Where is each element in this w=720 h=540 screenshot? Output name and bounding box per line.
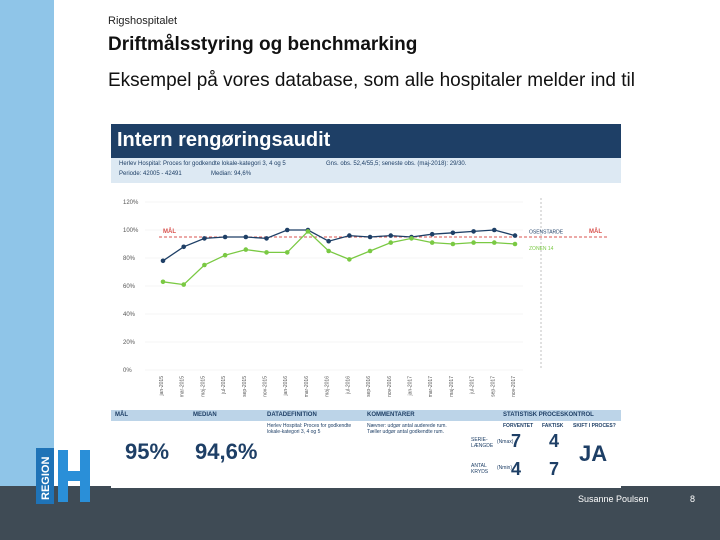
data-point	[430, 240, 435, 245]
svg-text:REGION: REGION	[40, 456, 52, 500]
x-tick-label: sep-2016	[366, 376, 373, 397]
x-tick-label: jan-2017	[407, 376, 414, 396]
spc-actual-value: 4	[549, 431, 560, 451]
x-tick-label: jan-2016	[283, 376, 290, 396]
data-point	[492, 240, 497, 245]
line-chart	[111, 184, 621, 410]
data-point	[471, 240, 476, 245]
x-tick-label: nov-2016	[386, 376, 393, 397]
spc-row-label: ANTAL KRYDS	[471, 463, 489, 475]
meta-line: Herlev Hospital: Proces for godkendte lokale-kategori 3, 4 og 5	[119, 161, 286, 167]
series-line	[163, 230, 515, 261]
footer-author: Susanne Poulsen	[578, 494, 649, 504]
data-point	[285, 228, 290, 233]
meta-line: Periode: 42005 - 42491	[119, 171, 182, 177]
y-tick-label: 20%	[123, 340, 136, 346]
median-value: 94,6%	[195, 439, 258, 464]
data-point	[244, 247, 249, 252]
data-point	[202, 263, 207, 268]
y-tick-label: 60%	[123, 284, 136, 290]
data-point	[388, 233, 393, 238]
x-tick-label: maj-2015	[200, 376, 207, 397]
report-header	[111, 124, 621, 158]
spc-row-label: SERIE-LÆNGDE	[471, 437, 494, 449]
y-tick-label: 100%	[123, 228, 139, 234]
y-tick-label: 80%	[123, 256, 136, 262]
table-header-cell: DATADEFINITION	[267, 412, 317, 418]
spc-expected-value: 4	[511, 459, 522, 479]
report-meta	[111, 158, 621, 183]
page-number: 8	[690, 494, 696, 504]
data-point	[161, 280, 166, 285]
data-point	[388, 240, 393, 245]
data-point	[161, 259, 166, 264]
comment-text: Nævner: udgør antal auderede rum. Tæller udgør antal godkendte rum.	[367, 423, 447, 435]
y-tick-label: 120%	[123, 200, 139, 206]
y-tick-label: 40%	[123, 312, 136, 318]
data-point	[430, 232, 435, 237]
x-tick-label: maj-2016	[324, 376, 331, 397]
slide-subtitle: Eksempel på vores database, som alle hospitaler melder ind til	[108, 70, 635, 91]
spc-row-axis: (Nmin)	[497, 465, 512, 471]
data-point	[492, 228, 497, 233]
target-label: MÅL	[163, 229, 176, 235]
region-logo	[36, 448, 92, 504]
data-point	[223, 253, 228, 258]
organization-name: Rigshospitalet	[108, 15, 178, 27]
x-tick-label: sep-2017	[490, 376, 497, 397]
data-point	[513, 242, 518, 247]
series-label: ZONEN 14	[529, 246, 554, 252]
data-point	[306, 229, 311, 234]
data-point	[368, 235, 373, 240]
x-tick-label: jan-2015	[159, 376, 165, 396]
embedded-report	[111, 124, 621, 488]
spc-row-axis: (Nmax)	[497, 439, 514, 445]
data-point	[285, 250, 290, 255]
data-point	[409, 236, 414, 241]
spc-actual-value: 7	[549, 459, 560, 479]
data-point	[326, 249, 331, 254]
data-point	[471, 229, 476, 234]
data-point	[513, 233, 518, 238]
spc-result: JA	[579, 441, 608, 466]
data-point	[264, 250, 269, 255]
definition-text: Herlev Hospital: Proces for godkendte lokale-kategori 3, 4 og 5	[267, 423, 352, 435]
table-header-cell: STATISTISK PROCESKONTROL	[503, 412, 594, 418]
table-body	[111, 421, 621, 488]
table-header	[111, 410, 621, 421]
x-tick-label: nov-2017	[511, 376, 517, 397]
data-point	[202, 236, 207, 241]
meta-line: Gns. obs. 52,4/55,5; seneste obs. (maj-2018): 29/30.	[326, 161, 467, 167]
x-tick-label: nov-2015	[262, 376, 269, 397]
data-point	[347, 233, 352, 238]
data-point	[326, 239, 331, 244]
x-tick-label: mar-2016	[303, 376, 310, 398]
meta-line: Median: 94,6%	[211, 171, 252, 177]
target-label: MÅL	[589, 229, 602, 235]
data-point	[451, 231, 456, 236]
spc-expected-value: 7	[511, 431, 522, 451]
x-tick-label: jul-2016	[345, 376, 352, 394]
data-point	[264, 236, 269, 241]
table-header-cell: MÅL	[115, 412, 128, 418]
x-tick-label: maj-2017	[448, 376, 455, 397]
data-point	[244, 235, 249, 240]
data-point	[181, 282, 186, 287]
spc-shift-header: SKIFT I PROCES?	[573, 423, 616, 429]
series-label: OSENSTARDE	[529, 229, 564, 236]
data-point	[451, 242, 456, 247]
x-tick-label: sep-2015	[241, 376, 248, 397]
report-title: Intern rengøringsaudit	[117, 129, 331, 151]
x-tick-label: mar-2017	[428, 376, 435, 398]
table-header-cell: KOMMENTARER	[367, 412, 415, 418]
x-tick-label: jul-2015	[221, 376, 228, 394]
x-tick-label: mar-2015	[179, 376, 186, 398]
x-tick-label: jul-2017	[469, 376, 476, 394]
goal-value: 95%	[125, 439, 170, 464]
y-tick-label: 0%	[123, 368, 132, 374]
spc-expected-header: FORVENTET	[503, 423, 534, 429]
data-point	[368, 249, 373, 254]
data-point	[181, 245, 186, 250]
data-point	[347, 257, 352, 262]
data-point	[223, 235, 228, 240]
slide-title: Driftmålsstyring og benchmarking	[108, 34, 418, 55]
table-header-cell: MEDIAN	[193, 412, 217, 418]
spc-actual-header: FAKTISK	[542, 423, 564, 429]
